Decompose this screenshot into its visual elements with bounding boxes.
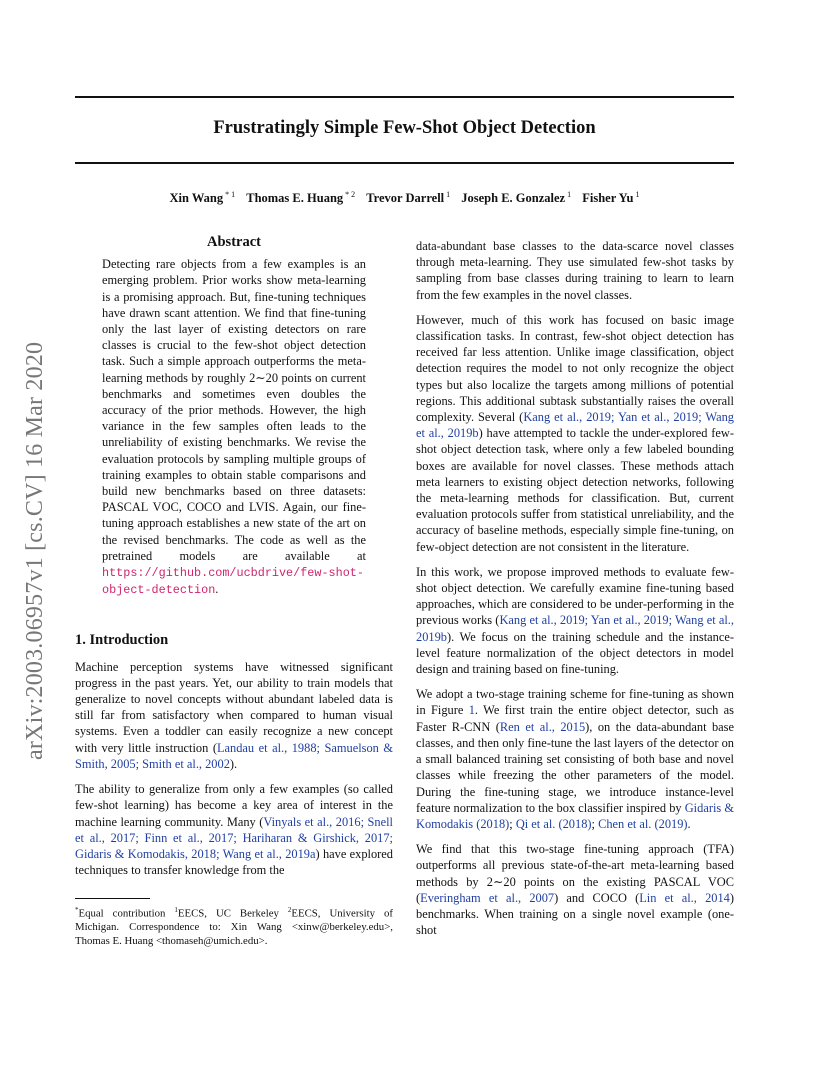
footnote-rule (75, 898, 150, 899)
author: Trevor Darrell $^1$ (366, 190, 451, 206)
citation-link[interactable]: Gidaris & Komodakis (2018) (416, 800, 734, 831)
paper-title: Frustratingly Simple Few-Shot Object Detection (213, 118, 596, 138)
paragraph: data-abundant base classes to the data-scarce novel classes through meta-learning. They use simulated few-shot tasks by sampling from base classes during training to learn to learn from the few examples in the novel classes. (416, 239, 734, 302)
bottom-rule (75, 162, 734, 164)
right-column (416, 238, 734, 947)
author: Thomas E. Huang $^{* 2}$ (246, 190, 356, 206)
paragraph: In this work, we propose improved methods to evaluate few-shot object detection. We carefully examine fine-tuning based approaches, which are considered to be under-performing in the previous works (Kang et al., 2019; Yan et al., 2019; Wang et al., 2019b). We focus on the training schedule and the instance-level feature normalization of the object detectors in model design and training based on fine-tuning. (416, 564, 735, 677)
citation-link[interactable]: Landau et al., 1988; Samuelson & Smith, 2005; Smith et al., 2002 (75, 740, 393, 771)
citation-link[interactable]: Kang et al., 2019; Yan et al., 2019; Wang et al., 2019b (416, 410, 734, 441)
author: Joseph E. Gonzalez $^1$ (461, 190, 572, 206)
author: Fisher Yu $^1$ (582, 190, 640, 206)
abstract-body: Detecting rare objects from a few examples is an emerging problem. Prior works show meta-learning is a promising approach. But, fine-tuning techniques have drawn scant attention. We find that fine-tuning only the last layer of existing detectors on rare classes is crucial to the few-shot object detection task. Such a simple approach outperforms the meta-learning methods by roughly 2∼20 points on current benchmarks and sometimes even doubles the accuracy of the prior methods. However, the high variance in the few samples often leads to the unreliability of existing benchmarks. We revise the evaluation protocols by sampling multiple groups of training examples to obtain stable comparisons and build new benchmarks based on three datasets: PASCAL VOC, COCO and LVIS. Again, our fine-tuning approach establishes a new state of the art on the revised benchmarks. The code as well as the pretrained models are available at https://github.com/ucbdrive/few-shot-object-detection. (102, 257, 366, 598)
citation-link[interactable]: Ren et al., 2015 (499, 719, 586, 734)
citation-link[interactable]: Qi et al. (2018) (515, 816, 592, 831)
citation-link[interactable]: Everingham et al., 2007 (420, 890, 555, 905)
citation-link[interactable]: Lin et al., 2014 (639, 890, 730, 905)
paragraph: We adopt a two-stage training scheme for fine-tuning as shown in Figure 1. We first train the entire object detector, such as Faster R-CNN (Ren et al., 2015), on the data-abundant base classes, and then only fine-tune the last layers of the detector on a small balanced training set consisting of both base and novel classes while freezing the other parameters of the model. During the fine-tuning stage, we introduce instance-level feature normalization to the box classifier inspired by Gidaris & Komodakis (2018); Qi et al. (2018); Chen et al. (2019). (416, 687, 734, 831)
left-column (75, 234, 393, 887)
code-link[interactable]: https://github.com/ucbdrive/few-shot-object-detection (102, 566, 364, 598)
citation-link[interactable]: Vinyals et al., 2016; Snell et al., 2017; Finn et al., 2017; Hariharan & Girshick, 2017; Gidaris & Komodakis, 2018; Wang et al., 2019a (75, 814, 393, 861)
paragraph: Machine perception systems have witnessed significant progress in the past years. Yet, our ability to train models that generalize to novel concepts without abundant labeled data is still far from satisfactory when compared to human visual systems. Even a toddler can easily recognize a new concept with very little instruction (Landau et al., 1988; Samuelson & Smith, 2005; Smith et al., 2002). (75, 659, 393, 771)
paragraph: We find that this two-stage fine-tuning approach (TFA) outperforms all previous state-of-the-art meta-learning based methods by 2∼20 points on the existing PASCAL VOC (Everingham et al., 2007) and COCO (Lin et al., 2014) benchmarks. When training on a single novel example (one-shot (416, 842, 734, 938)
author: Xin Wang $^{* 1}$ (169, 190, 236, 206)
figure-link[interactable]: 1 (468, 703, 475, 718)
arxiv-stamp: arXiv:2003.06957v1 [cs.CV] 16 Mar 2020 (22, 341, 48, 760)
citation-link[interactable]: Kang et al., 2019; Yan et al., 2019; Wang et al., 2019b (416, 613, 735, 644)
top-rule (75, 96, 734, 98)
citation-link[interactable]: Chen et al. (2019) (598, 816, 688, 831)
footnote: *Equal contribution $^1$EECS, UC Berkeley $^2$EECS, University of Michigan. Correspondence to: Xin Wang <xinw@berkeley.edu>, Thomas E. Huang <thomaseh@umich.edu>. (75, 898, 393, 948)
paragraph: The ability to generalize from only a few examples (so called few-shot learning) has become a key area of interest in the machine learning community. Many (Vinyals et al., 2016; Snell et al., 2017; Finn et al., 2017; Hariharan & Girshick, 2017; Gidaris & Komodakis, 2018; Wang et al., 2019a) have explored techniques to transfer knowledge from the (75, 782, 393, 878)
author-list (75, 190, 734, 206)
abstract-heading: Abstract (207, 234, 261, 250)
paragraph: However, much of this work has focused on basic image classification tasks. In contrast, few-shot object detection has received far less attention. Unlike image classification, object detection requires the model to not only recognize the object types but also localize the targets among millions of potential regions. This additional subtask substantially raises the overall complexity. Several (Kang et al., 2019; Yan et al., 2019; Wang et al., 2019b) have attempted to tackle the under-explored few-shot object detection task, where only a few labeled bounding boxes are available for novel classes. These methods attach meta learners to existing object detection networks, following the meta-learning methods for classification. But, current evaluation protocols suffer from statistical unreliability, and the accuracy of baseline methods, especially simple fine-tuning, on few-object detection are not consistent in the literature. (416, 312, 734, 554)
section-heading: 1. Introduction (75, 632, 169, 649)
